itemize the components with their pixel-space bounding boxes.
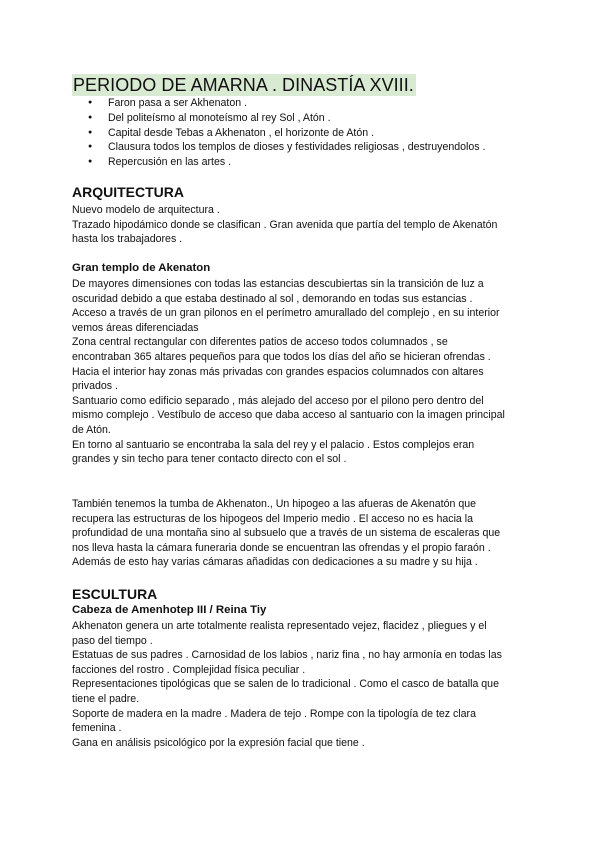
text-line: hasta los trabajadores .: [72, 233, 183, 246]
tumba-text: [72, 497, 532, 570]
text-line: También tenemos la tumba de Akhenaton., Un hipogeo a las afueras de Akenatón que: [72, 498, 477, 510]
text-line: Acceso a través de un gran pilonos en el perímetro amurallado del complejo , en su interior: [72, 307, 500, 320]
text-line: Santuario como edificio separado , más alejado del acceso por el pilono pero dentro del: [72, 394, 484, 407]
list-item: ● Del politeísmo al monoteísmo al rey Sol , Atón .: [72, 111, 485, 126]
text-line: de Atón.: [72, 423, 111, 436]
text-line: Gana en análisis psicológico por la expresión facial que tiene .: [72, 736, 365, 749]
text-line: profundidad de una montaña sino al subsuelo que a través de un sistema de escaleras que: [72, 527, 501, 540]
text-line: En torno al santuario se encontraba la sala del rey y el palacio . Estos complejos eran: [72, 438, 475, 451]
text-line: privados .: [72, 380, 118, 393]
text-line: Nuevo modelo de arquitectura .: [72, 204, 220, 216]
text-line: femenina .: [72, 722, 122, 735]
text-line: Hacia el interior hay zonas más privadas con grandes espacios columnados con altares: [72, 365, 484, 378]
text-line: Zona central rectangular con diferentes patios de acceso todos columnados , se: [72, 336, 448, 349]
text-line: Soporte de madera en la madre . Madera de tejo . Rompe con la tipología de tez clara: [72, 707, 476, 720]
text-line: vemos áreas diferenciadas: [72, 321, 199, 334]
text-line: Trazado hipodámico donde se clasifican . Gran avenida que partía del templo de Akenatón: [72, 218, 498, 231]
gran-templo-text: [72, 277, 532, 467]
text-line: Estatuas de sus padres . Carnosidad de los labios , nariz fina , no hay armonía en todas las: [72, 649, 502, 662]
text-line: Además de esto hay varias cámaras añadidas con dedicaciones a su madre y su hija .: [72, 556, 478, 569]
section-heading-escultura: ESCULTURA: [72, 586, 158, 602]
text-line: nos lleva hasta la cámara funeraria donde se encuentran las ofrendas y el propio faraón .: [72, 541, 491, 554]
text-line: De mayores dimensiones con todas las estancias descubiertas sin la transición de luz a: [72, 278, 484, 290]
text-line: encontraban 365 altares pequeños para que todos los días del año se hicieran ofrendas .: [72, 350, 491, 363]
subheading-cabeza-amenhotep: Cabeza de Amenhotep III / Reina Tiy: [72, 604, 267, 616]
escultura-text: [72, 619, 532, 750]
text-line: Akhenaton genera un arte totalmente realista representado vejez, flacidez , pliegues y el: [72, 620, 487, 632]
text-line: recupera las estructuras de los hipogeos del Imperio medio . El acceso no es hacia la: [72, 512, 474, 525]
arquitectura-intro: [72, 203, 532, 247]
subheading-gran-templo: Gran templo de Akenaton: [72, 262, 211, 274]
list-item: ● Faron pasa a ser Akhenaton .: [72, 96, 485, 111]
text-line: mismo complejo . Vestíbulo de acceso que daba acceso al santuario con la imagen principal: [72, 409, 505, 422]
text-line: tiene el padre.: [72, 692, 140, 705]
text-line: Representaciones tipológicas que se salen de lo tradicional . Como el casco de batalla que: [72, 678, 499, 691]
list-item: ● Repercusión en las artes .: [72, 155, 485, 170]
text-line: grandes y sin techo para tener contacto directo con el sol .: [72, 453, 347, 466]
list-item: ● Clausura todos los templos de dioses y festividades religiosas , destruyendolos .: [72, 140, 485, 155]
page-title: PERIODO DE AMARNA . DINASTÍA XVIII.: [73, 75, 414, 95]
bullet-list: [72, 96, 485, 170]
text-line: paso del tiempo .: [72, 634, 153, 647]
text-line: oscuridad debido a que estaba destinado al sol , demorando en todas sus estancias .: [72, 292, 473, 305]
text-line: facciones del rostro . Complejidad física peculiar .: [72, 663, 306, 676]
list-item: ● Capital desde Tebas a Akhenaton , el horizonte de Atón .: [72, 126, 485, 141]
section-heading-arquitectura: ARQUITECTURA: [72, 184, 184, 200]
